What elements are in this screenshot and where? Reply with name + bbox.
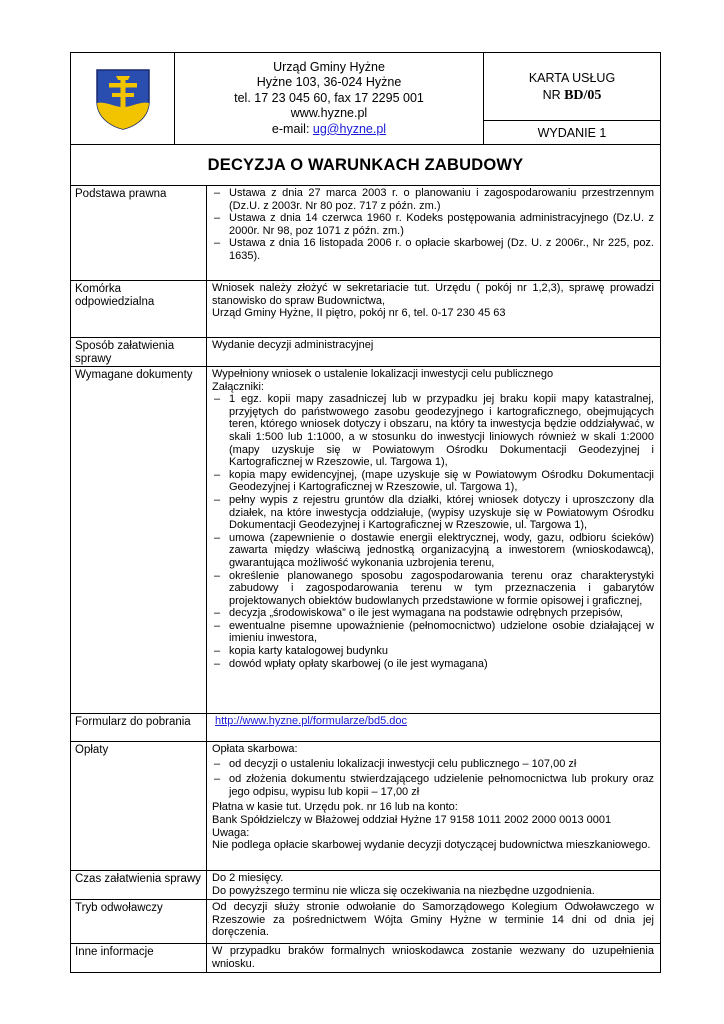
list-item: – Ustawa z dnia 16 listopada 2006 r. o opłacie skarbowej (Dz. U. z 2006r., Nr 225, poz. 1635). <box>214 237 654 262</box>
email-link[interactable]: ug@hyzne.pl <box>312 121 387 136</box>
label-formularz: Formularz do pobrania <box>71 714 207 742</box>
list-item: – Ustawa z dnia 14 czerwca 1960 r. Kodeks postępowania administracyjnego (Dz.U. z 2000r. Nr 98, poz 1071 z późn. zm.) <box>214 212 654 237</box>
label-tryb: Tryb odwoławczy <box>71 900 207 944</box>
label-komorka: Komórka odpowiedzialna <box>71 281 207 338</box>
coat-of-arms-icon <box>94 67 152 131</box>
list-item: – określenie planowanego sposobu zagospodarowania terenu oraz charakterystyki zabudowy i zagospodarowania terenu w tym przeznaczenia i gabarytów projektowanych obiektów budowlanych przedstawione w formie opisowej i graficznej, <box>214 569 654 607</box>
label-czas: Czas załatwienia sprawy <box>71 871 207 900</box>
list-item: – od decyzji o ustaleniu lokalizacji inwestycji celu publicznego – 107,00 zł <box>214 757 577 770</box>
page-title: DECYZJA O WARUNKACH ZABUDOWY <box>71 145 661 186</box>
list-item: – 1 egz. kopii mapy zasadniczej lub w przypadku jej braku kopii mapy katastralnej, przyjętych do państwowego zasobu geodezyjnego i kartograficznego, obejmujących teren, którego wniosek dotyczy i obszaru, na który ta inwestycja będzie oddziaływać, w skali 1:500 lub 1:1000, a w stosunku do inwestycji liniowych również w skali 1:2000 (mapy uzyskuje się w Powiatowym Ośrodku Dokumentacji Geodezyjnej i Kartograficznej w Rzeszowie, ul. Targowa 1), <box>214 393 654 469</box>
list-item: – kopia mapy ewidencyjnej, (mape uzyskuje się w Powiatowym Ośrodku Dokumentacji Geodezyjnej i Kartograficznej w Rzeszowie, ul. Targowa 1), <box>214 468 654 494</box>
list-item: – kopia karty katalogowej budynku <box>214 645 388 658</box>
content-podstawa <box>207 186 661 281</box>
label-sposob: Sposób załatwienia sprawy <box>71 338 207 367</box>
content-tryb: Od decyzji służy stronie odwołanie do Samorządowego Kolegium Odwoławczego w Rzeszowie za pośrednictwem Wójta Gminy Hyżne w terminie 14 dni od dnia jej doręczenia. <box>207 900 661 944</box>
content-sposob: Wydanie decyzji administracyjnej <box>207 338 661 367</box>
label-podstawa: Podstawa prawna <box>71 186 207 281</box>
form-download-link[interactable]: http://www.hyzne.pl/formularze/bd5.doc <box>215 715 407 727</box>
list-item: – umowa (zapewnienie o dostawie energii elektrycznej, wody, gazu, odbioru ścieków) zawarta między właściwą jednostką organizacyjną a inwestorem (wnioskodawcą), gwarantująca możliwość wykonania uzbrojenia terenu, <box>214 531 654 569</box>
edition-cell: WYDANIE 1 <box>484 121 661 145</box>
office-phone: tel. 17 23 045 60, fax 17 2295 001 <box>234 90 424 105</box>
list-item: – pełny wypis z rejestru gruntów dla działki, której wniosek dotyczy i uproszczony dla działek, na które inwestycja oddziałuje, (wypisy uzyskuje się w Powiatowym Ośrodku Dokumentacji Geodezyjnej i Kartograficznej w Rzeszowie, ul. Targowa 1), <box>214 493 654 532</box>
office-email-line: e-mail: ug@hyzne.pl <box>271 121 387 136</box>
content-komorka: Wniosek należy złożyć w sekretariacie tut. Urzędu ( pokój nr 1,2,3), sprawę prowadzi stanowisko do spraw Budownictwa, Urząd Gminy Hyżne, II piętro, pokój nr 6, tel. 0-17 230 45 63 <box>207 281 661 338</box>
label-oplaty: Opłaty <box>71 742 207 871</box>
content-czas: Do 2 miesięcy. Do powyższego terminu nie wlicza się oczekiwania na niezbędne uzgodnienia. <box>207 871 661 900</box>
office-info <box>175 53 484 145</box>
office-website: www.hyzne.pl <box>290 106 368 121</box>
list-item: – Ustawa z dnia 27 marca 2003 r. o planowaniu i zagospodarowaniu przestrzennym (Dz.U. z 2003r. Nr 80 poz. 717 z późn. zm.) <box>214 187 654 212</box>
office-address: Hyżne 103, 36-024 Hyżne <box>256 75 402 90</box>
card-id-cell <box>484 53 661 121</box>
list-item: – ewentualne pisemne upoważnienie (pełnomocnictwo) udzielone osobie działającej w imieniu inwestora, <box>214 619 654 645</box>
office-name: Urząd Gminy Hyżne <box>273 59 385 74</box>
header-table <box>70 52 661 145</box>
content-inne: W przypadku braków formalnych wnioskodawca zostanie wezwany do uzupełnienia wniosku. <box>207 944 661 973</box>
card-title: KARTA USŁUG <box>528 70 616 85</box>
list-item: – od złożenia dokumentu stwierdzającego udzielenie pełnomocnictwa lub prokury oraz jego odpisu, wypisu lub kopii – 17,00 zł <box>214 773 654 798</box>
content-oplaty: Opłata skarbowa: – od decyzji o ustaleniu lokalizacji inwestycji celu publicznego – 107,00 zł – od złożenia dokumentu stwierdzającego udzielenie pełnomocnictwa lub prokury oraz jego odpisu, wypisu lub kopii – 17,00 zł Płatna w kasie tut. Urzędu pok. nr 16 lub na konto: Bank Spółdzielczy w Błażowej oddział Hyżne 17 9158 1011 2002 2000 0013 0001 Uwaga: Nie podlega opłacie skarbowej wydanie decyzji dotyczącej budownictwa mieszkaniowego. <box>207 742 661 871</box>
content-formularz <box>207 714 661 742</box>
label-inne: Inne informacje <box>71 944 207 973</box>
label-wymagane: Wymagane dokumenty <box>71 367 207 714</box>
content-wymagane: Wypełniony wniosek o ustalenie lokalizacji inwestycji celu publicznego Załączniki: – 1 egz. kopii mapy zasadniczej lub w przypadku jej braku kopii mapy katastralnej, przyjętych do państwowego zasobu geodezyjnego i kartograficznego, obejmujących teren, którego wniosek dotyczy i obszaru, na który ta inwestycja będzie oddziaływać, w skali 1:500 lub 1:1000, a w stosunku do inwestycji liniowych również w skali 1:2000 (mapy uzyskuje się w Powiatowym Ośrodku Dokumentacji Geodezyjnej i Kartograficznej w Rzeszowie, ul. Targowa 1), – kopia mapy ewidencyjnej, (mape uzyskuje się w Powiatowym Ośrodku Dokumentacji Geodezyjnej i Kartograficznej w Rzeszowie, ul. Targowa 1), – pełny wypis z rejestru gruntów dla działki, której wniosek dotyczy i uproszczony dla działek, na które inwestycja oddziałuje, (wypisy uzyskuje się w Powiatowym Ośrodku Dokumentacji Geodezyjnej i Kartograficznej w Rzeszowie, ul. Targowa 1), – umowa (zapewnienie o dostawie energii elektrycznej, wody, gazu, odbioru ścieków) zawarta między właściwą jednostką organizacyjną a inwestorem (wnioskodawcą), gwarantująca możliwość wykonania uzbrojenia terenu, – określenie planowanego sposobu zagospodarowania terenu oraz charakterystyki zabudowy i zagospodarowania terenu w tym przeznaczenia i gabarytów projektowanych obiektów budowlanych przedstawione w formie opisowej i graficznej, – decyzja „środowiskowa” o ile jest wymagana na podstawie odrębnych przepisów, – ewentualne pisemne upoważnienie (pełnomocnictwo) udzielone osobie działającej w imieniu inwestora, – kopia karty katalogowej budynku – dowód wpłaty opłaty skarbowej (o ile jest wymagana) <box>207 367 661 714</box>
card-number: NR BD/05 <box>542 87 602 103</box>
crest-cell <box>71 53 175 145</box>
list-item: – dowód wpłaty opłaty skarbowej (o ile jest wymagana) <box>214 657 488 670</box>
service-card-table <box>70 144 661 973</box>
list-item: – decyzja „środowiskowa” o ile jest wymagana na podstawie odrębnych przepisów, <box>214 607 623 620</box>
